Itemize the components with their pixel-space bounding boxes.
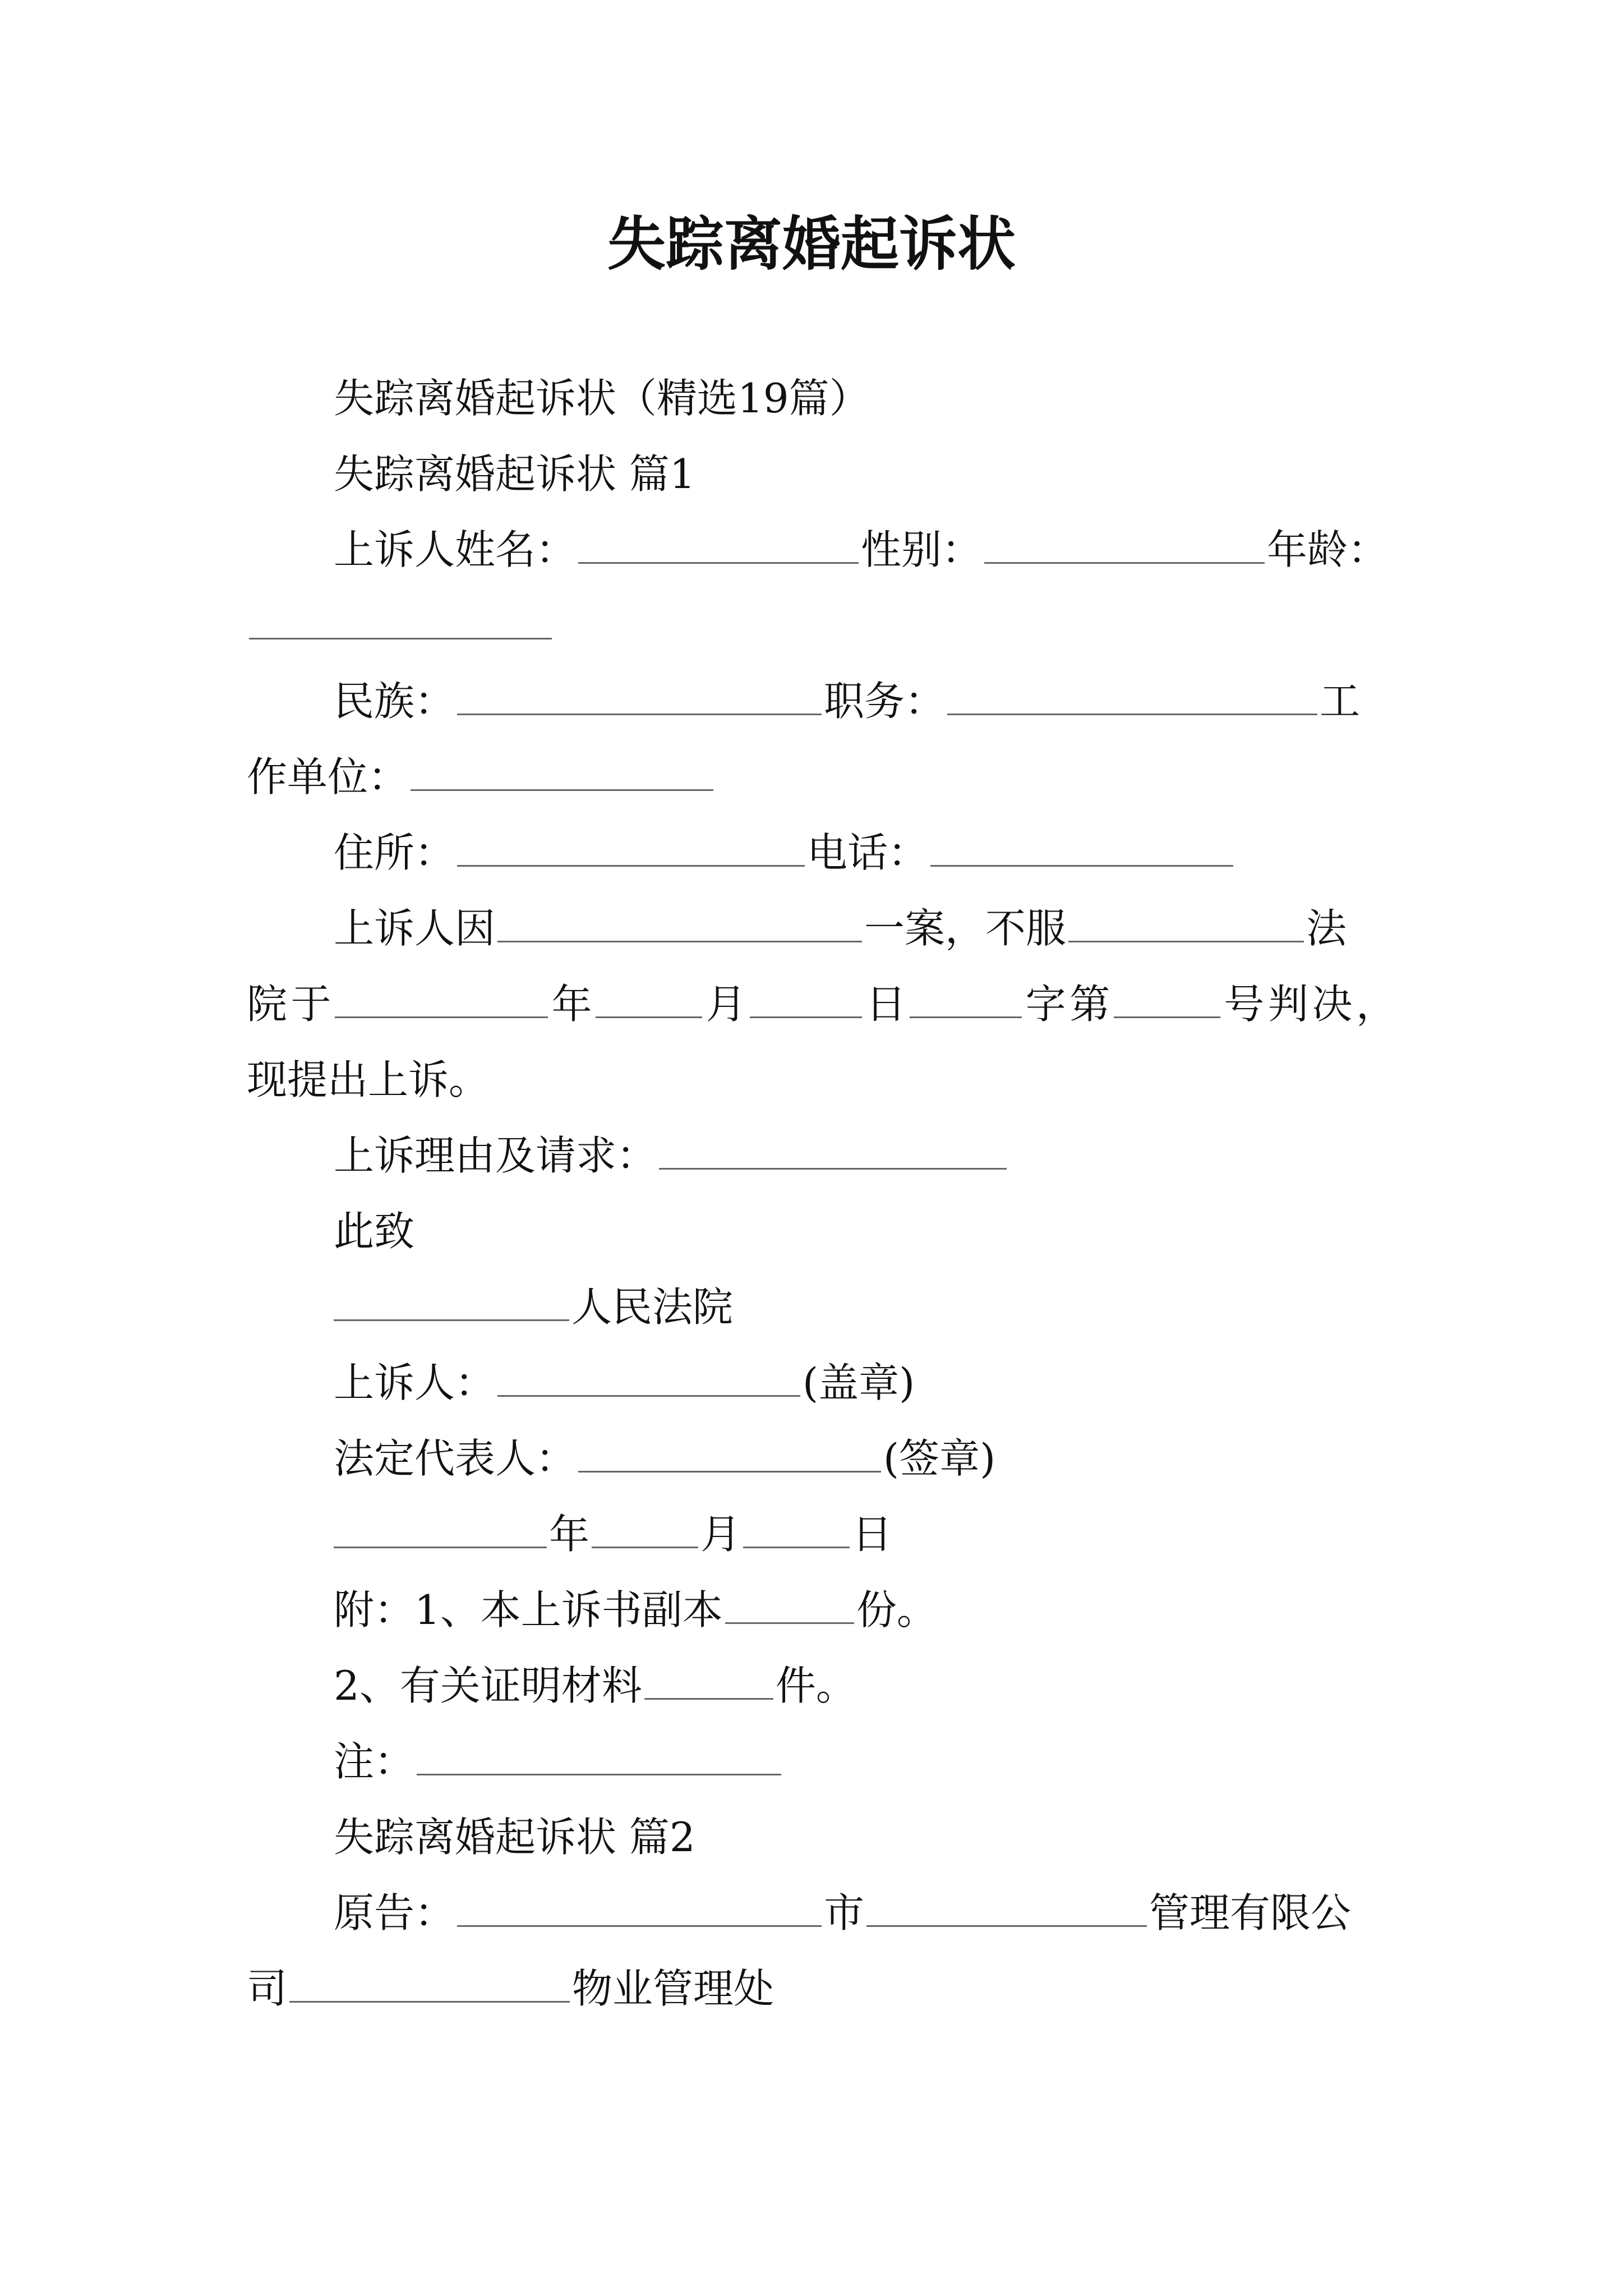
gender-blank[interactable] [984,523,1265,564]
date-line [247,1503,892,1565]
case-blank[interactable] [497,901,862,942]
case-line-1 [247,898,1347,959]
attachment-text: 份。 [856,1586,937,1634]
phone-blank[interactable] [930,826,1233,867]
address-line [247,822,1235,884]
date-month-blank[interactable] [592,1507,698,1548]
work-unit-line [247,746,716,808]
phone-label: 电话： [807,829,929,876]
seal-note: (盖章) [803,1359,915,1406]
gender-label: 性别： [861,526,983,573]
name-label: 上诉人姓名： [334,526,577,573]
appellant-blank[interactable] [497,1356,800,1397]
ethnic-label: 民族： [334,678,455,725]
date-text: 年 [549,1511,590,1558]
subtitle: 失踪离婚起诉状（精选19篇） [334,375,870,422]
signature-note: (签章) [883,1435,996,1482]
case-line-3: 现提出上诉。 [247,1056,490,1103]
address-blank[interactable] [457,826,805,867]
office-blank[interactable] [289,1962,570,2003]
note-blank[interactable] [417,1734,781,1775]
plaintiff-blank[interactable] [457,1886,822,1927]
court-blank[interactable] [1068,901,1304,942]
case-text: 院于 [247,981,335,1028]
plaintiff-text: 原告： [334,1889,455,1936]
case-text: 一案，不服 [864,905,1067,952]
appellant-sign-line [247,1352,915,1414]
case-text: 年 [548,981,596,1028]
case-text: 号判决， [1220,981,1396,1028]
attachment-text: 附：1、本上诉书副本 [334,1586,723,1634]
plaintiff-line-2 [247,1958,774,2019]
case-text: 月 [702,981,750,1028]
case-text: 日 [862,981,910,1028]
attachment-text: 件。 [775,1662,856,1709]
document-title: 失踪离婚起诉状 [607,209,1016,278]
work-unit-label-start: 工 [1320,678,1361,725]
reason-blank[interactable] [659,1129,1007,1170]
court-label: 人民法院 [571,1283,734,1331]
salutation: 此致 [334,1208,415,1255]
appellant-info-line [247,519,1388,581]
materials-blank[interactable] [644,1659,773,1700]
year-blank[interactable] [335,977,548,1018]
note-line [247,1731,783,1792]
reason-line [247,1125,1009,1186]
age-blank-line [247,595,554,656]
city-blank[interactable] [866,1886,1147,1927]
day-blank[interactable] [750,977,862,1018]
representative-line [247,1428,995,1489]
case-line-2 [247,973,1396,1035]
date-day-blank[interactable] [743,1507,850,1548]
plaintiff-text: 市 [824,1889,865,1936]
age-label: 年龄： [1267,526,1389,573]
month-blank[interactable] [596,977,702,1018]
reason-label: 上诉理由及请求： [334,1132,657,1179]
address-label: 住所： [334,829,455,876]
date-text: 月 [700,1511,741,1558]
case-text: 法 [1306,905,1347,952]
number-blank[interactable] [1114,977,1220,1018]
court-line [247,1276,733,1338]
plaintiff-line-1 [247,1882,1351,1944]
duty-label: 职务： [824,678,946,725]
work-unit-blank[interactable] [411,750,713,791]
plaintiff-text: 管理有限公 [1149,1889,1352,1936]
attachment-line-2 [247,1655,856,1717]
age-blank[interactable] [249,599,552,639]
plaintiff-text: 司 [247,1965,288,2012]
case-text: 字第 [1022,981,1114,1028]
ethnic-blank[interactable] [457,674,822,715]
section-heading-1: 失踪离婚起诉状 篇1 [334,450,695,498]
section-heading-2: 失踪离婚起诉状 篇2 [334,1814,695,1861]
representative-label: 法定代表人： [334,1435,577,1482]
representative-blank[interactable] [578,1432,881,1473]
attachment-line-1 [247,1579,937,1641]
name-blank[interactable] [578,523,859,564]
case-text: 上诉人因 [334,905,496,952]
date-text: 日 [852,1511,893,1558]
plaintiff-text: 物业管理处 [572,1965,774,2012]
court-name-blank[interactable] [334,1280,569,1321]
ethnic-line [247,670,1360,732]
copies-blank[interactable] [725,1583,854,1624]
work-unit-label: 作单位： [247,753,409,800]
word-blank[interactable] [910,977,1022,1018]
duty-blank[interactable] [947,674,1317,715]
date-year-blank[interactable] [334,1507,547,1548]
attachment-text: 2、有关证明材料 [334,1662,642,1709]
appellant-label: 上诉人： [334,1359,496,1406]
note-label: 注： [334,1738,415,1785]
